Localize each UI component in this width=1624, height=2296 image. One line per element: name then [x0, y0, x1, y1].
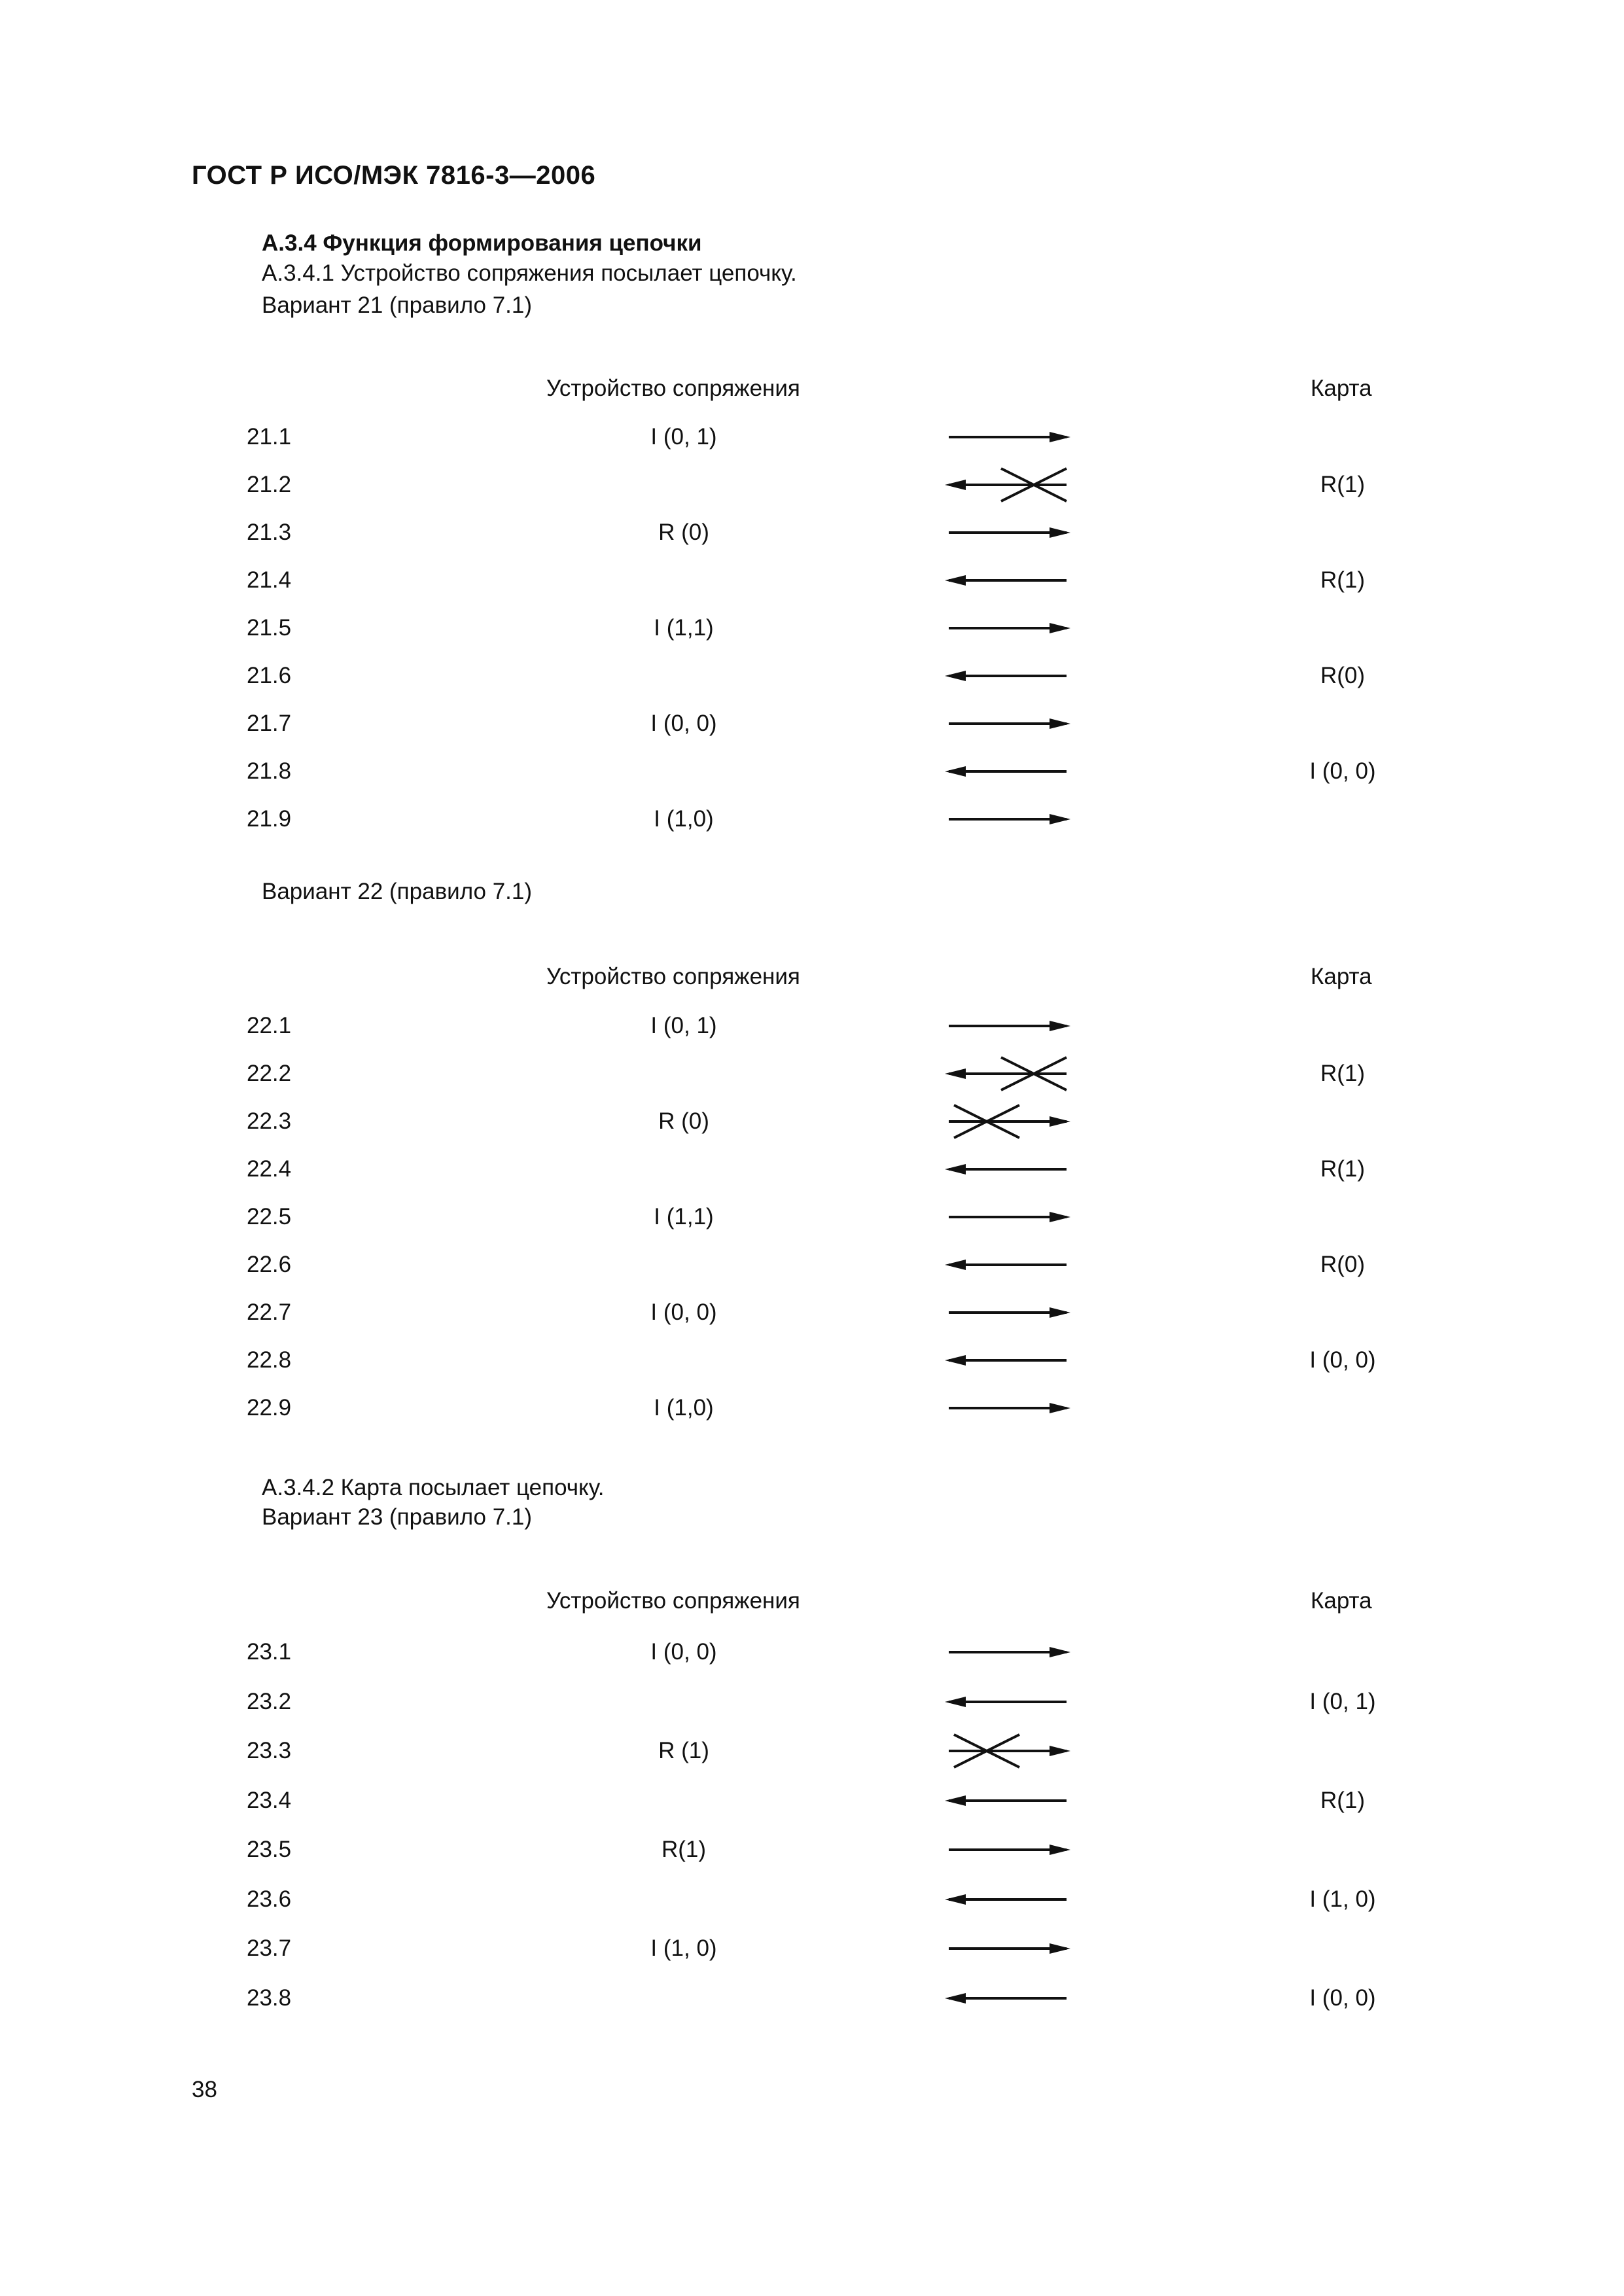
step-number: 23.3 — [247, 1738, 292, 1763]
step-number: 21.6 — [247, 663, 292, 688]
message-arrow-left — [936, 653, 1080, 699]
card-message-text: I (0, 1) — [1309, 1688, 1376, 1714]
card-message-text: R(0) — [1320, 663, 1366, 688]
message-arrow-right — [936, 1827, 1080, 1873]
page-number: 38 — [192, 2077, 217, 2102]
message-arrow-left — [936, 1679, 1080, 1725]
step-number: 23.1 — [247, 1639, 292, 1665]
variant-title: Вариант 21 (правило 7.1) — [262, 292, 533, 318]
step-number: 23.4 — [247, 1787, 292, 1813]
step-number: 23.8 — [247, 1985, 292, 2011]
card-message-text: I (0, 0) — [1309, 1347, 1376, 1373]
device-message-text: I (1,0) — [654, 1395, 714, 1421]
device-message-text: I (0, 0) — [650, 1639, 717, 1665]
message-arrow-left-crossed — [936, 462, 1080, 508]
column-header-device: Устройство сопряжения — [546, 964, 800, 989]
device-message-text: R (0) — [658, 520, 709, 545]
card-message-text: I (1, 0) — [1309, 1886, 1376, 1912]
variant-title: Вариант 23 (правило 7.1) — [262, 1504, 533, 1530]
subsection-title: А.3.4.1 Устройство сопряжения посылает цепочку. — [262, 260, 797, 286]
message-arrow-right — [936, 1629, 1080, 1675]
message-arrow-right — [936, 1926, 1080, 1971]
step-number: 21.1 — [247, 424, 292, 450]
message-arrow-left — [936, 1778, 1080, 1824]
card-message-text: R(1) — [1320, 472, 1366, 497]
card-message-text: R(1) — [1320, 1787, 1366, 1813]
step-number: 23.2 — [247, 1688, 292, 1714]
card-message-text: I (0, 0) — [1309, 758, 1376, 784]
message-arrow-right-crossed — [936, 1728, 1080, 1774]
card-message-text: R(1) — [1320, 1061, 1366, 1086]
message-arrow-right — [936, 605, 1080, 651]
section-title: А.3.4 Функция формирования цепочки — [262, 230, 702, 256]
column-header-device: Устройство сопряжения — [546, 376, 800, 401]
message-arrow-left — [936, 749, 1080, 794]
step-number: 22.3 — [247, 1108, 292, 1134]
step-number: 23.6 — [247, 1886, 292, 1912]
step-number: 22.5 — [247, 1204, 292, 1229]
step-number: 22.4 — [247, 1156, 292, 1182]
device-message-text: I (1,1) — [654, 615, 714, 641]
message-arrow-left — [936, 1877, 1080, 1922]
message-arrow-left — [936, 1146, 1080, 1192]
device-message-text: I (0, 0) — [650, 711, 717, 736]
message-arrow-right — [936, 510, 1080, 556]
message-arrow-right — [936, 1290, 1080, 1335]
message-arrow-left — [936, 1242, 1080, 1288]
message-arrow-right — [936, 1003, 1080, 1049]
message-arrow-left — [936, 1337, 1080, 1383]
device-message-text: R (1) — [658, 1738, 709, 1763]
column-header-card: Карта — [1311, 376, 1372, 401]
step-number: 21.3 — [247, 520, 292, 545]
message-arrow-left — [936, 1975, 1080, 2021]
device-message-text: I (1, 0) — [650, 1935, 717, 1961]
card-message-text: R(1) — [1320, 567, 1366, 593]
subsection-title: А.3.4.2 Карта посылает цепочку. — [262, 1475, 605, 1500]
step-number: 21.9 — [247, 806, 292, 832]
message-arrow-left-crossed — [936, 1051, 1080, 1097]
column-header-card: Карта — [1311, 964, 1372, 989]
step-number: 21.2 — [247, 472, 292, 497]
step-number: 22.6 — [247, 1252, 292, 1277]
step-number: 21.5 — [247, 615, 292, 641]
step-number: 22.9 — [247, 1395, 292, 1421]
device-message-text: I (0, 0) — [650, 1299, 717, 1325]
message-arrow-right — [936, 414, 1080, 460]
device-message-text: I (1,0) — [654, 806, 714, 832]
variant-title: Вариант 22 (правило 7.1) — [262, 879, 533, 904]
step-number: 23.5 — [247, 1837, 292, 1862]
column-header-device: Устройство сопряжения — [546, 1588, 800, 1614]
step-number: 21.4 — [247, 567, 292, 593]
message-arrow-right — [936, 1385, 1080, 1431]
card-message-text: R(1) — [1320, 1156, 1366, 1182]
device-message-text: I (0, 1) — [650, 1013, 717, 1038]
card-message-text: R(0) — [1320, 1252, 1366, 1277]
device-message-text: I (0, 1) — [650, 424, 717, 450]
step-number: 21.7 — [247, 711, 292, 736]
device-message-text: I (1,1) — [654, 1204, 714, 1229]
step-number: 22.1 — [247, 1013, 292, 1038]
device-message-text: R(1) — [661, 1837, 707, 1862]
message-arrow-right — [936, 796, 1080, 842]
step-number: 23.7 — [247, 1935, 292, 1961]
message-arrow-right — [936, 1194, 1080, 1240]
message-arrow-right-crossed — [936, 1099, 1080, 1144]
standard-header: ГОСТ Р ИСО/МЭК 7816-3—2006 — [192, 161, 596, 190]
card-message-text: I (0, 0) — [1309, 1985, 1376, 2011]
step-number: 22.8 — [247, 1347, 292, 1373]
column-header-card: Карта — [1311, 1588, 1372, 1614]
message-arrow-left — [936, 557, 1080, 603]
step-number: 22.7 — [247, 1299, 292, 1325]
device-message-text: R (0) — [658, 1108, 709, 1134]
step-number: 22.2 — [247, 1061, 292, 1086]
step-number: 21.8 — [247, 758, 292, 784]
message-arrow-right — [936, 701, 1080, 747]
